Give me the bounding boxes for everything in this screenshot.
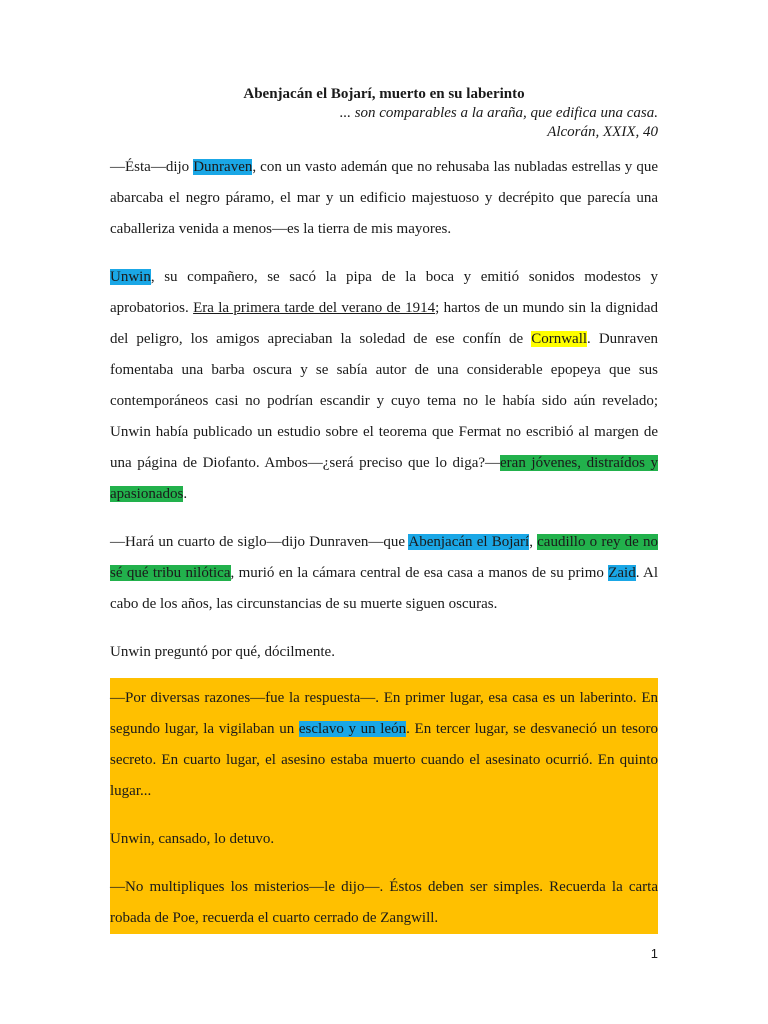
paragraph-3 xyxy=(110,527,658,620)
paragraph-4: Unwin preguntó por qué, dócilmente. xyxy=(110,644,335,660)
epigraph-quote: ... son comparables a la araña, que edifica una casa. xyxy=(339,105,658,121)
text-span: . Dunraven fomentaba una barba oscura y se sabía autor de una considerable epopeya que sus contemporáneos casi no podrían escandir y cuyo tema no le había sido aún revelado; Unwin había publicado un estudio sobre el teorema que Fermat no escribió al margen de una página de Diofanto. Ambos—¿será preciso que lo diga?— xyxy=(110,331,658,471)
page-number: 1 xyxy=(650,946,658,961)
paragraph-1 xyxy=(110,152,658,245)
text-span: —Ésta—dijo xyxy=(110,159,194,175)
highlight-description: eran jóvenes, distraídos y apasionados xyxy=(110,455,658,502)
text-span: . Al cabo de los años, las circunstancias de su muerte siguen oscuras. xyxy=(110,565,658,612)
paragraph-2 xyxy=(110,262,658,510)
paragraph-7: —No multipliques los misterios—le dijo—. Éstos deben ser simples. Recuerda la carta robada de Poe, recuerda el cuarto cerrado de Zangwill. xyxy=(110,879,658,926)
text-span: —Hará un cuarto de siglo—dijo Dunraven—que xyxy=(110,534,409,550)
paragraph-6: Unwin, cansado, lo detuvo. xyxy=(110,831,275,847)
text-span: ; hartos de un mundo sin la dignidad del peligro, los amigos apreciaban la soledad de ese confín de xyxy=(110,300,658,347)
document-title: Abenjacán el Bojarí, muerto en su laberinto xyxy=(243,86,525,102)
text-span: , con un vasto ademán que no rehusaba las nubladas estrellas y que abarcaba el negro páramo, el mar y un edificio majestuoso y decrépito que parecía una caballeriza venida a menos—es la tierra de mis mayores. xyxy=(110,159,658,237)
highlight-name: Dunraven xyxy=(193,159,253,175)
text-span: , su compañero, se sacó la pipa de la boca y emitió sonidos modestos y aprobatorios. xyxy=(110,269,658,316)
highlight-name: esclavo y un león xyxy=(298,721,407,737)
epigraph-source: Alcorán, XXIX, 40 xyxy=(547,124,658,140)
highlight-place: Cornwall xyxy=(531,331,588,347)
highlight-name: Abenjacán el Bojarí xyxy=(408,534,530,550)
highlight-description: caudillo o rey de no sé qué tribu nilótica xyxy=(110,534,659,581)
text-span: , xyxy=(529,534,538,550)
paragraph-5 xyxy=(110,683,658,807)
text-span: . xyxy=(183,486,188,502)
highlighted-block xyxy=(110,678,658,934)
highlight-name: Zaid xyxy=(608,565,636,581)
text-span: —Por diversas razones—fue la respuesta—. En primer lugar, esa casa es un laberinto. En segundo lugar, la vigilaban un xyxy=(110,690,658,737)
underlined-phrase: Era la primera tarde del verano de 1914 xyxy=(193,300,436,316)
highlight-name: Unwin xyxy=(110,269,151,285)
document-page xyxy=(110,85,658,934)
text-span: . En tercer lugar, se desvaneció un tesoro secreto. En cuarto lugar, el asesino estaba muerto cuando el asesinato ocurrió. En quinto lugar... xyxy=(110,721,658,799)
text-span: , murió en la cámara central de esa casa a manos de su primo xyxy=(230,565,609,581)
